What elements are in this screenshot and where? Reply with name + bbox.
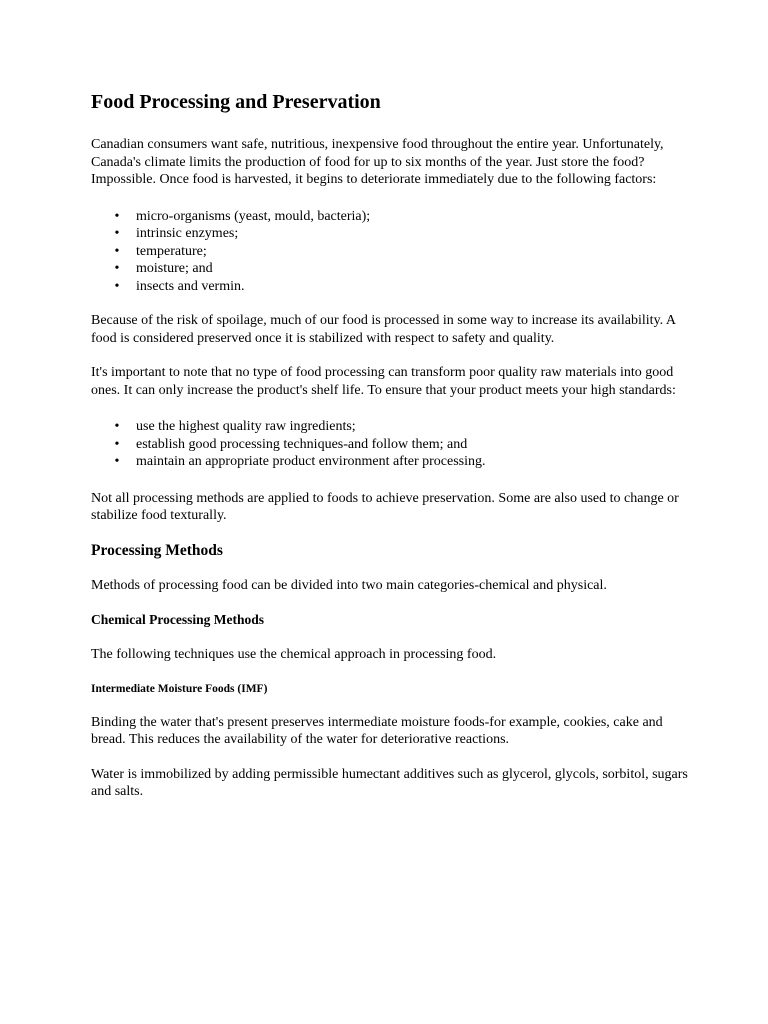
bullet-icon: •: [114, 278, 120, 294]
bullet-icon: •: [114, 208, 120, 224]
list-item: • establish good processing techniques-and follow them; and: [91, 436, 691, 454]
list-item: • moisture; and: [91, 260, 691, 278]
list-item: • micro-organisms (yeast, mould, bacteria);: [91, 208, 691, 226]
quality-paragraph: It's important to note that no type of food processing can transform poor quality raw materials into good ones. It can only increase the product's shelf life. To ensure that your product meets your high standards:: [91, 365, 676, 398]
spoilage-paragraph: Because of the risk of spoilage, much of our food is processed in some way to increase its availability. A food is considered preserved once it is stabilized with respect to safety and quality.: [91, 313, 676, 346]
list-item: • temperature;: [91, 243, 691, 261]
chemical-methods-heading: Chemical Processing Methods: [91, 612, 264, 627]
imf-paragraph-2: Water is immobilized by adding permissible humectant additives such as glycerol, glycols, sorbitol, sugars and salts.: [91, 766, 688, 799]
processing-methods-heading: Processing Methods: [91, 541, 223, 559]
imf-paragraph-1: Binding the water that's present preserves intermediate moisture foods-for example, cookies, cake and bread. This reduces the availability of the water for deteriorative reactions.: [91, 714, 663, 747]
list-item: • intrinsic enzymes;: [91, 225, 691, 243]
bullet-icon: •: [114, 436, 120, 452]
bullet-icon: •: [114, 261, 120, 276]
list-item: • maintain an appropriate product environment after processing.: [91, 453, 691, 471]
standards-list: [91, 418, 691, 471]
imf-heading: Intermediate Moisture Foods (IMF): [91, 682, 268, 695]
bullet-icon: •: [114, 226, 120, 241]
list-item: • insects and vermin.: [91, 278, 691, 296]
page-title: Food Processing and Preservation: [91, 91, 381, 113]
not-all-paragraph: Not all processing methods are applied to foods to achieve preservation. Some are also used to change or stabilize food texturally.: [91, 490, 679, 523]
intro-paragraph: Canadian consumers want safe, nutritious, inexpensive food throughout the entire year. Unfortunately, Canada's climate limits the production of food for up to six months of the year. Just store the food? Impossible. Once food is harvested, it begins to deteriorate immediately due to the following factors:: [91, 137, 664, 187]
factors-list: [91, 208, 691, 296]
document-content: [91, 88, 691, 801]
bullet-icon: •: [114, 419, 120, 434]
bullet-icon: •: [114, 243, 120, 259]
bullet-icon: •: [114, 454, 120, 469]
chemical-methods-paragraph: The following techniques use the chemical approach in processing food.: [91, 647, 497, 662]
processing-methods-paragraph: Methods of processing food can be divided into two main categories-chemical and physical.: [91, 577, 607, 593]
list-item: • use the highest quality raw ingredients;: [91, 418, 691, 436]
